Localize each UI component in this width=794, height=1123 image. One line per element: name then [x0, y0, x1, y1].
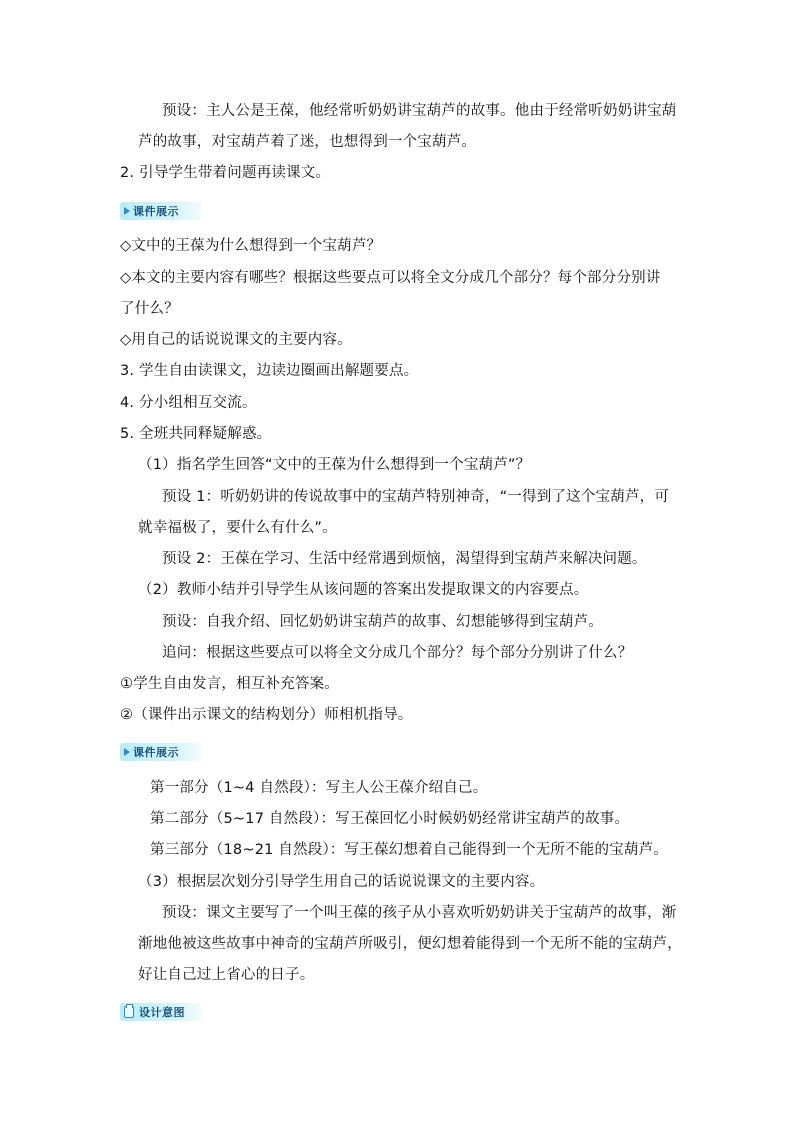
paragraph-line: 预设 1：听奶奶讲的传说故事中的宝葫芦特别神奇，“一得到了这个宝葫芦，可	[162, 489, 670, 505]
paragraph-line: （1）指名学生回答“文中的王葆为什么想得到一个宝葫芦”？	[138, 457, 531, 473]
paragraph-line: 4. 分小组相互交流。	[120, 395, 257, 411]
design-intent-tag	[120, 1003, 202, 1021]
clipboard-icon	[124, 1006, 134, 1018]
paragraph-line: 2. 引导学生带着问题再读课文。	[120, 165, 331, 181]
tag-label: 设计意图	[139, 1006, 185, 1019]
paragraph-line: （2）教师小结并引导学生从该问题的答案出发提取课文的内容要点。	[138, 582, 589, 598]
paragraph-line: 3. 学生自由读课文，边读边圈画出解题要点。	[120, 363, 419, 379]
paragraph-line: 就幸福极了，要什么有什么”。	[138, 520, 337, 536]
paragraph-line: ①学生自由发言，相互补充答案。	[120, 676, 339, 692]
paragraph-line: ②（课件出示课文的结构划分）师相机指导。	[120, 707, 413, 723]
paragraph-line: 第二部分（5~17 自然段）：写王葆回忆小时候奶奶经常讲宝葫芦的故事。	[150, 811, 630, 827]
paragraph-line: 5. 全班共同释疑解惑。	[120, 426, 272, 442]
paragraph-line: 追问：根据这些要点可以将全文分成几个部分？每个部分分别讲了什么？	[162, 645, 633, 661]
play-triangle-icon	[124, 207, 130, 215]
courseware-tag	[120, 202, 202, 220]
paragraph-line: 预设：课文主要写了一个叫王葆的孩子从小喜欢听奶奶讲关于宝葫芦的故事，渐	[162, 905, 677, 921]
paragraph-line: ◇用自己的话说说课文的主要内容。	[120, 332, 352, 348]
paragraph-line: 预设：自我介绍、回忆奶奶讲宝葫芦的故事、幻想能够得到宝葫芦。	[162, 614, 603, 630]
paragraph-line: 芦的故事，对宝葫芦着了迷，也想得到一个宝葫芦。	[138, 134, 477, 150]
courseware-tag	[120, 743, 202, 761]
paragraph-line: ◇本文的主要内容有哪些？根据这些要点可以将全文分成几个部分？每个部分分别讲	[120, 270, 661, 286]
paragraph-line: （3）根据层次划分引导学生用自己的话说说课文的主要内容。	[138, 874, 545, 890]
tag-label: 课件展示	[133, 205, 179, 218]
tag-label: 课件展示	[133, 746, 179, 759]
paragraph-line: 预设：主人公是王葆，他经常听奶奶讲宝葫芦的故事。他由于经常听奶奶讲宝葫	[162, 103, 677, 119]
paragraph-line: 第一部分（1~4 自然段）：写主人公王葆介绍自己。	[150, 780, 488, 796]
play-triangle-icon	[124, 748, 130, 756]
paragraph-line: 第三部分（18~21 自然段）：写王葆幻想着自己能得到一个无所不能的宝葫芦。	[150, 842, 669, 858]
paragraph-line: 预设 2：王葆在学习、生活中经常遇到烦恼，渴望得到宝葫芦来解决问题。	[162, 551, 647, 567]
paragraph-line: 了什么？	[120, 301, 179, 317]
paragraph-line: 渐地他被这些故事中神奇的宝葫芦所吸引，便幻想着能得到一个无所不能的宝葫芦，	[138, 936, 682, 952]
paragraph-line: ◇文中的王葆为什么想得到一个宝葫芦？	[120, 238, 382, 254]
paragraph-line: 好让自己过上省心的日子。	[138, 967, 315, 983]
